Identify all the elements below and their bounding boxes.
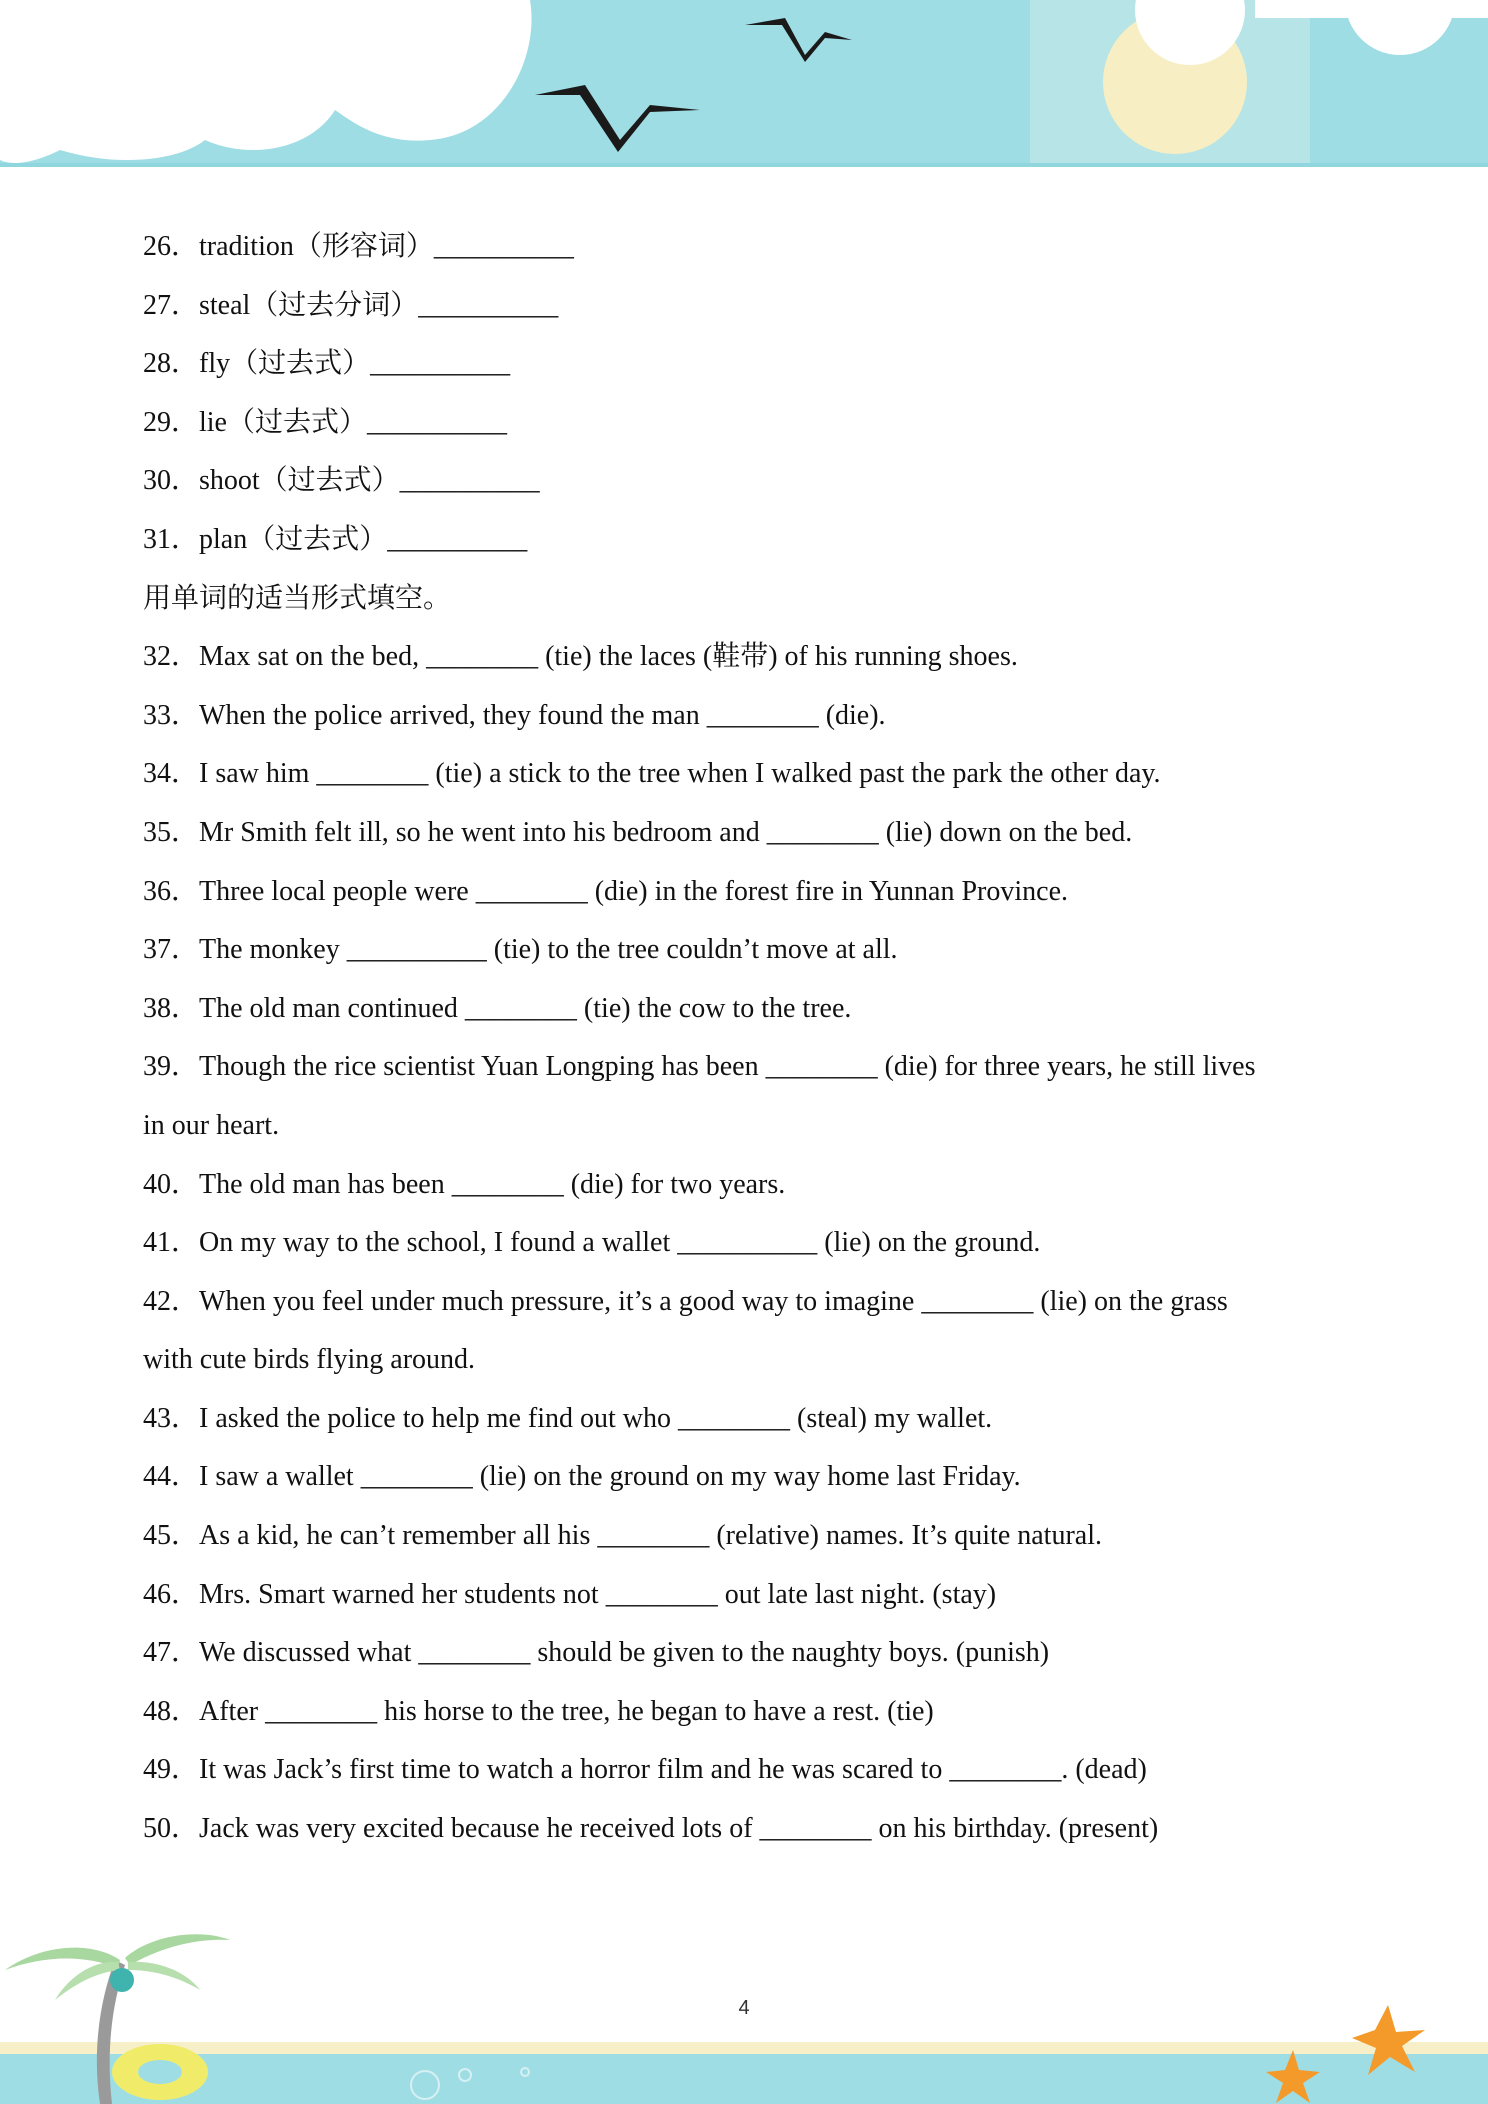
- question-line: 38．The old man continued ________ (tie) the cow to the tree.: [143, 992, 852, 1024]
- question-line: 32．Max sat on the bed, ________ (tie) the laces (鞋带) of his running shoes.: [143, 641, 1018, 673]
- question-line: 37．The monkey __________ (tie) to the tree couldn’t move at all.: [143, 934, 898, 966]
- footer-beach-banner: [0, 1920, 1488, 2104]
- question-line: 49．It was Jack’s first time to watch a horror film and he was scared to ________. (dead): [143, 1754, 1147, 1786]
- question-line: 45．As a kid, he can’t remember all his ________ (relative) names. It’s quite natural.: [143, 1520, 1102, 1552]
- question-line: 47．We discussed what ________ should be given to the naughty boys. (punish): [143, 1637, 1050, 1669]
- question-line: 35．Mr Smith felt ill, so he went into his bedroom and ________ (lie) down on the bed.: [143, 816, 1133, 848]
- section-instruction: 用单词的适当形式填空。: [143, 582, 452, 614]
- question-line: 50．Jack was very excited because he received lots of ________ on his birthday. (present): [143, 1813, 1159, 1845]
- question-line: 39．Though the rice scientist Yuan Longping has been ________ (die) for three years, he still lives: [143, 1051, 1256, 1083]
- question-line: 34．I saw him ________ (tie) a stick to the tree when I walked past the park the other day.: [143, 758, 1161, 790]
- question-line: 36．Three local people were ________ (die) in the forest fire in Yunnan Province.: [143, 875, 1068, 907]
- question-line: 43．I asked the police to help me find out who ________ (steal) my wallet.: [143, 1402, 993, 1434]
- question-line: 26．tradition（形容词）__________: [143, 231, 574, 262]
- question-line: 46．Mrs. Smart warned her students not ________ out late last night. (stay): [143, 1578, 997, 1610]
- question-line: 48．After ________ his horse to the tree, he began to have a rest. (tie): [143, 1695, 934, 1727]
- question-line: 29．lie（过去式）__________: [143, 406, 507, 438]
- question-line: 44．I saw a wallet ________ (lie) on the ground on my way home last Friday.: [143, 1461, 1021, 1493]
- question-line: 40．The old man has been ________ (die) for two years.: [143, 1168, 786, 1200]
- question-line: 33．When the police arrived, they found the man ________ (die).: [143, 699, 886, 731]
- worksheet-content: [143, 218, 1373, 1859]
- question-line: 28．fly（过去式）__________: [143, 348, 511, 380]
- page-number: 4: [738, 1997, 750, 2019]
- question-line: 41．On my way to the school, I found a wallet __________ (lie) on the ground.: [143, 1227, 1041, 1259]
- question-line: 42．When you feel under much pressure, it’s a good way to imagine ________ (lie) on the grass: [143, 1285, 1228, 1317]
- question-line: 30．shoot（过去式）__________: [143, 465, 540, 497]
- question-line-continuation: in our heart.: [143, 1109, 280, 1141]
- question-line: 27．steal（过去分词）__________: [143, 289, 559, 321]
- swim-ring-icon: [112, 2044, 208, 2100]
- header-sky-banner: [0, 0, 1488, 170]
- question-line: 31．plan（过去式）__________: [143, 523, 528, 555]
- question-line-continuation: with cute birds flying around.: [143, 1344, 476, 1376]
